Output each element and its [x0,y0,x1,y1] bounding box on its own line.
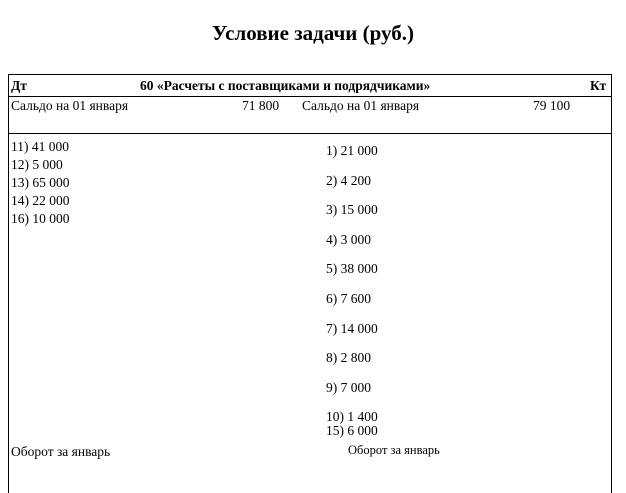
opening-balance-divider [8,133,611,134]
opening-credit-value: 79 100 [533,98,571,113]
debit-entry: 11) 41 000 [11,139,69,154]
debit-label: Дт [11,78,27,93]
opening-debit-label: Сальдо на 01 января [11,98,129,113]
credit-entry-extra: 15) 6 000 [326,423,378,438]
credit-entries-list [326,136,378,432]
credit-entry: 7) 14 000 [326,320,378,336]
debit-entries-list [11,138,70,228]
turnover-credit-label: Оборот за январь [348,443,440,457]
debit-entry: 14) 22 000 [11,193,70,208]
credit-entry: 5) 38 000 [326,261,378,277]
credit-entry: 2) 4 200 [326,172,371,188]
credit-entry: 9) 7 000 [326,379,371,395]
credit-label: Кт [590,78,607,93]
credit-entry: 3) 15 000 [326,202,378,218]
credit-entry: 1) 21 000 [326,143,378,158]
account-name: 60 «Расчеты с поставщиками и подрядчиками» [140,78,431,93]
opening-debit-value: 71 800 [242,98,280,113]
debit-entry: 13) 65 000 [11,175,70,190]
credit-entry: 10) 1 400 [326,409,378,425]
credit-entry: 6) 7 600 [326,290,371,306]
turnover-debit-label: Оборот за январь [11,444,111,459]
t-account-frame [8,74,612,493]
credit-entry: 4) 3 000 [326,231,371,247]
page-title: Условие задачи (руб.) [211,21,414,45]
header-divider [8,96,611,97]
credit-entry: 8) 2 800 [326,350,371,366]
debit-entry: 16) 10 000 [11,211,70,226]
debit-entry: 12) 5 000 [11,157,63,172]
opening-credit-label: Сальдо на 01 января [302,98,420,113]
